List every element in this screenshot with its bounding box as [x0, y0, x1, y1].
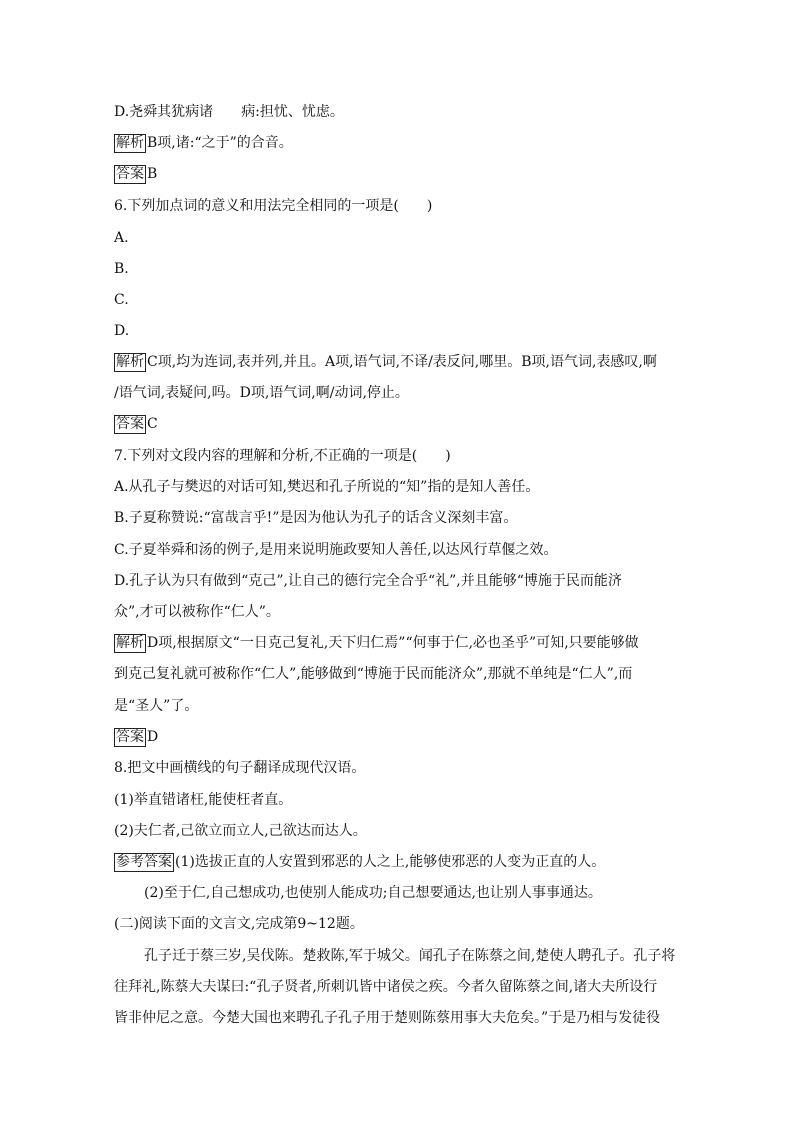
analysis-continuation: 是“圣人”了。 [114, 698, 199, 714]
question-7: 7.下列对文段内容的理解和分析,不正确的一项是( ) [114, 448, 451, 464]
option-b: B. [114, 261, 129, 277]
analysis-continuation: 到克己复礼就可被称作“仁人”,能够做到“博施于民而能济众”,那就不单纯是“仁人”,而 [114, 666, 633, 682]
option-b: B.子夏称赞说:“富哉言乎!”是因为他认为孔子的话含义深刻丰富。 [114, 510, 518, 526]
answer-text: D [147, 729, 159, 745]
option-d-line [114, 102, 686, 122]
reference-answer-2: (2)至于仁,自己想成功,也使别人能成功;自己想要通达,也让别人事事通达。 [144, 885, 602, 901]
option-c: C. [114, 292, 129, 308]
option-d-continuation: 众”,才可以被称作“仁人”。 [114, 604, 280, 620]
answer-text: B [147, 166, 158, 182]
option-note: 病:担忧、忧虑。 [241, 104, 344, 120]
answer-line [114, 414, 686, 434]
analysis-tag: 解析 [116, 354, 144, 370]
option-a: A.从孔子与樊迟的对话可知,樊迟和孔子所说的“知”指的是知人善任。 [114, 479, 540, 495]
analysis-line [114, 352, 686, 372]
option-text: D.尧舜其犹病诸 [114, 104, 214, 120]
option-a: A. [114, 230, 129, 246]
reference-answer-text: (1)选拔正直的人安置到邪恶的人之上,能够使邪恶的人变为正直的人。 [175, 854, 606, 870]
answer-line [114, 727, 686, 747]
analysis-tag: 解析 [116, 135, 144, 151]
answer-tag: 答案 [116, 729, 144, 745]
reference-answer-line [114, 852, 686, 872]
option-d: D. [114, 323, 130, 339]
option-c: C.子夏举舜和汤的例子,是用来说明施政要知人善任,以达风行草偃之效。 [114, 542, 558, 558]
question-6: 6.下列加点词的意义和用法完全相同的一项是( ) [114, 198, 433, 214]
question-8: 8.把文中画横线的句子翻译成现代汉语。 [114, 760, 366, 776]
analysis-line [114, 633, 686, 653]
analysis-continuation: /语气词,表疑问,吗。D项,语气词,啊/动词,停止。 [114, 385, 409, 401]
analysis-tag: 解析 [116, 635, 144, 651]
reference-answer-tag: 参考答案 [116, 854, 172, 870]
passage-line: 皆非仲尼之意。今楚大国也来聘孔子孔子用于楚则陈蔡用事大夫危矣。”于是乃相与发徒役 [114, 1010, 661, 1026]
sentence-2: (2)夫仁者,己欲立而立人,己欲达而达人。 [114, 823, 367, 839]
passage-line: 孔子迁于蔡三岁,吴伐陈。楚救陈,军于城父。闻孔子在陈蔡之间,楚使人聘孔子。孔子将 [144, 948, 676, 964]
answer-tag: 答案 [116, 166, 144, 182]
passage-line: 往拜礼,陈蔡大夫谋曰:“孔子贤者,所刺讥皆中诸侯之疾。今者久留陈蔡之间,诸大夫所设行 [114, 979, 658, 995]
analysis-text: C项,均为连词,表并列,并且。A项,语气词,不译/表反问,哪里。B项,语气词,表感叹,啊 [147, 354, 657, 370]
option-d: D.孔子认为只有做到“克己”,让自己的德行完全合乎“礼”,并且能够“博施于民而能济 [114, 573, 622, 589]
analysis-text: D项,根据原文“一日克己复礼,天下归仁焉”“何事于仁,必也圣乎”可知,只要能够做 [147, 635, 639, 651]
answer-line [114, 164, 686, 184]
analysis-text: B项,诸:“之于”的合音。 [147, 135, 293, 151]
analysis-line [114, 133, 686, 153]
section-heading: (二)阅读下面的文言文,完成第9~12题。 [114, 916, 364, 932]
answer-tag: 答案 [116, 416, 144, 432]
answer-text: C [147, 416, 158, 432]
sentence-1: (1)举直错诸枉,能使枉者直。 [114, 792, 293, 808]
